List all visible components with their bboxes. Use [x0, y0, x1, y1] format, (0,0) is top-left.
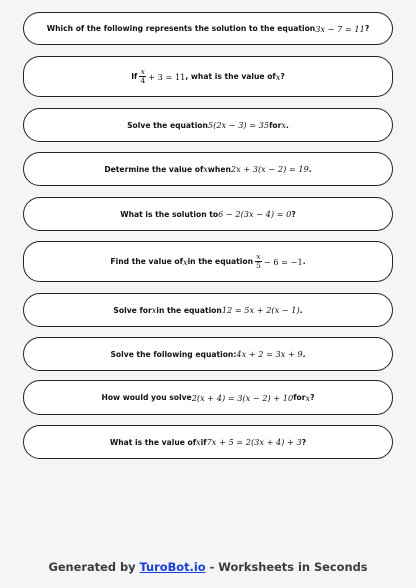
question-text: What is the solution to: [120, 209, 219, 219]
question-text-end: .: [286, 120, 289, 130]
question-text-mid: for: [269, 120, 282, 130]
fraction-numerator: x: [256, 252, 261, 262]
question-text-mid: when: [207, 164, 231, 174]
question-text-mid: for: [293, 393, 306, 402]
equation: 2(x + 4) = 3(x − 2) + 10: [191, 392, 294, 403]
fraction-denominator: 5: [256, 261, 261, 270]
question-text-mid: , what is the value of: [185, 72, 276, 81]
question-box-6: [23, 241, 393, 282]
question-text-end: ?: [280, 72, 285, 81]
equation: 12 = 5x + 2(x − 1): [221, 305, 300, 315]
equation: 5(2x − 3) = 35: [207, 120, 270, 130]
variable: x: [275, 71, 281, 82]
variable: x: [196, 437, 201, 447]
question-box-9: [23, 380, 393, 415]
question-text-mid: in the equation: [156, 305, 222, 315]
question-box-7: [23, 293, 393, 327]
question-text: Find the value of: [110, 257, 183, 266]
equation: 6 − 2(3x − 4) = 0: [218, 209, 292, 219]
equation: 4x + 2 = 3x + 9: [236, 349, 303, 359]
question-text: Solve the equation: [127, 120, 208, 130]
question-box-3: [23, 108, 393, 142]
question-text-end: .: [299, 305, 303, 315]
question-text: Solve the following equation:: [110, 349, 237, 359]
question-text-mid: if: [200, 437, 207, 447]
question-text: If: [131, 72, 138, 81]
turobot-link[interactable]: TuroBot.io: [139, 560, 206, 574]
question-box-4: [23, 152, 393, 186]
question-text-end: ?: [301, 437, 307, 447]
fraction-denominator: 4: [140, 76, 146, 85]
question-box-2: [23, 56, 393, 97]
question-text: What is the value of: [109, 437, 197, 447]
question-box-8: [23, 337, 393, 371]
fraction-numerator: x: [140, 67, 145, 77]
equation: − 6 = −1: [263, 256, 303, 267]
question-text: Determine the value of: [104, 164, 204, 174]
variable: x: [151, 305, 157, 315]
question-text: Solve for: [113, 305, 152, 315]
question-text-mid: in the equation: [187, 257, 254, 266]
equation: + 3 = 11: [148, 71, 186, 82]
question-text-end: .: [302, 257, 306, 266]
footer: [0, 560, 416, 574]
question-text: How would you solve: [101, 393, 192, 402]
question-text-end: ?: [291, 209, 296, 219]
question-text-end: ?: [364, 24, 370, 33]
question-box-5: [23, 197, 393, 231]
question-text-end: ?: [310, 393, 315, 402]
fraction: [139, 68, 146, 85]
equation: 3x − 7 = 11: [315, 23, 365, 34]
question-text-end: .: [308, 164, 312, 174]
variable: x: [305, 392, 311, 403]
question-text: Which of the following represents the solution to the equation: [46, 24, 316, 33]
question-box-1: [23, 12, 393, 45]
fraction: [255, 253, 262, 270]
equation: 7x + 5 = 2(3x + 4) + 3: [206, 437, 302, 447]
footer-prefix: Generated by: [48, 560, 140, 574]
footer-suffix: - Worksheets in Seconds: [205, 560, 368, 574]
variable: x: [203, 164, 208, 174]
question-text-end: .: [302, 349, 306, 359]
variable: x: [182, 256, 188, 267]
variable: x: [281, 120, 287, 130]
question-box-10: [23, 425, 393, 459]
equation: 2x + 3(x − 2) = 19: [230, 164, 309, 174]
